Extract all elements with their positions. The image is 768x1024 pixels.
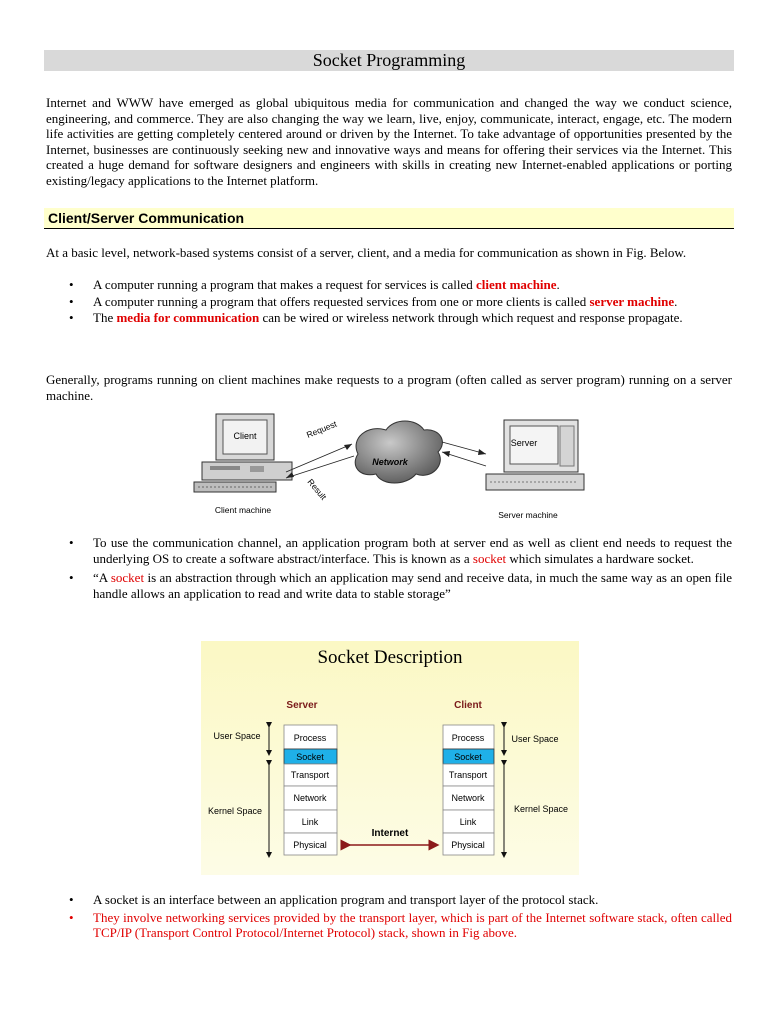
list-item: • A computer running a program that offers requested services from one or more clients is called server machine. bbox=[69, 293, 678, 309]
list-item: • The media for communication can be wired or wireless network through which request and response propagate. bbox=[69, 310, 683, 326]
highlight-server-machine: server machine bbox=[589, 293, 675, 309]
server-protocol-stack bbox=[284, 725, 337, 855]
highlight-socket: socket bbox=[472, 550, 507, 566]
list-item: • They involve networking services provided by the transport layer, which is part of the Internet software stack, often called TCP/IP (Transport Control Protocol/Internet Protocol) stack, shown in Fig above. bbox=[69, 909, 732, 941]
client-layer-socket: Socket bbox=[454, 752, 482, 762]
client-column-label: Client bbox=[454, 700, 482, 711]
server-label: Server bbox=[510, 438, 538, 448]
client-layer-network: Network bbox=[451, 793, 485, 803]
client-layer-transport: Transport bbox=[448, 770, 488, 780]
section-intro: At a basic level, network-based systems consist of a server, client, and a media for communication as shown in Fig. Below. bbox=[46, 245, 687, 260]
client-layer-process: Process bbox=[451, 733, 485, 743]
section-heading: Client/Server Communication bbox=[44, 208, 734, 229]
network-cloud-icon bbox=[355, 421, 442, 483]
server-layer-process: Process bbox=[293, 733, 327, 743]
server-layer-physical: Physical bbox=[293, 840, 327, 850]
kernel-space-label-right: Kernel Space bbox=[513, 804, 569, 814]
socket-description-figure bbox=[201, 641, 579, 875]
highlight-media: media for communication bbox=[116, 310, 260, 326]
socket-description-title: Socket Description bbox=[317, 647, 463, 668]
server-layer-socket: Socket bbox=[296, 752, 324, 762]
client-layer-physical: Physical bbox=[451, 840, 485, 850]
bullet-list-2 bbox=[46, 535, 732, 602]
bullet-list-1 bbox=[46, 277, 732, 327]
server-computer-icon bbox=[486, 420, 584, 490]
user-space-label-left: User Space bbox=[213, 731, 261, 741]
bullet-list-3 bbox=[46, 892, 732, 942]
highlight-socket: socket bbox=[110, 570, 145, 586]
server-layer-link: Link bbox=[301, 817, 319, 827]
client-server-figure bbox=[190, 408, 590, 523]
list-item: • A socket is an interface between an application program and transport layer of the protocol stack. bbox=[69, 892, 599, 907]
client-caption: Client machine bbox=[214, 505, 272, 515]
network-label: Network bbox=[372, 457, 408, 467]
request-label: Request bbox=[305, 418, 339, 440]
page-title: Socket Programming bbox=[44, 50, 734, 71]
user-space-label-right: User Space bbox=[511, 734, 559, 744]
highlight-client-machine: client machine bbox=[476, 277, 557, 292]
client-layer-link: Link bbox=[459, 817, 477, 827]
server-layer-network: Network bbox=[293, 793, 327, 803]
server-column-label: Server bbox=[286, 700, 318, 711]
intro-paragraph: Internet and WWW have emerged as global ubiquitous media for communication and changed the way we conduct science, engineering, and commerce. They are also changing the way we learn, live, enjoy, communicate, interact, engage, etc. The modern life activities are getting completely centered around or driven by the Internet. To take advantage of opportunities presented by the Internet, businesses are continuously seeking new and innovative ways and means for offering their services via the Internet. This created a huge demand for software designers and engineers with skills in creating new Internet-enabled applications or porting existing/legacy applications to the Internet platform. bbox=[46, 95, 732, 188]
client-computer-icon bbox=[194, 414, 292, 492]
list-item: • To use the communication channel, an application program both at server end as well as client end needs to request the underlying OS to create a software abstract/interface. This is known as a socket which simulates a hardware socket. bbox=[69, 535, 732, 566]
server-caption: Server machine bbox=[498, 510, 558, 520]
client-label: Client bbox=[233, 431, 257, 441]
kernel-space-label-left: Kernel Space bbox=[207, 806, 263, 816]
internet-label: Internet bbox=[371, 828, 409, 839]
list-item: • “A socket is an abstraction through which an application may send and receive data, in much the same way as an open file handle allows an application to read and write data to stable storage” bbox=[69, 570, 732, 601]
list-item: • A computer running a program that makes a request for services is called client machine. bbox=[69, 277, 560, 292]
result-label: Result bbox=[305, 476, 329, 502]
generally-paragraph: Generally, programs running on client machines make requests to a program (often called as server program) running on a server machine. bbox=[46, 372, 732, 403]
server-layer-transport: Transport bbox=[290, 770, 330, 780]
client-protocol-stack bbox=[443, 725, 494, 855]
